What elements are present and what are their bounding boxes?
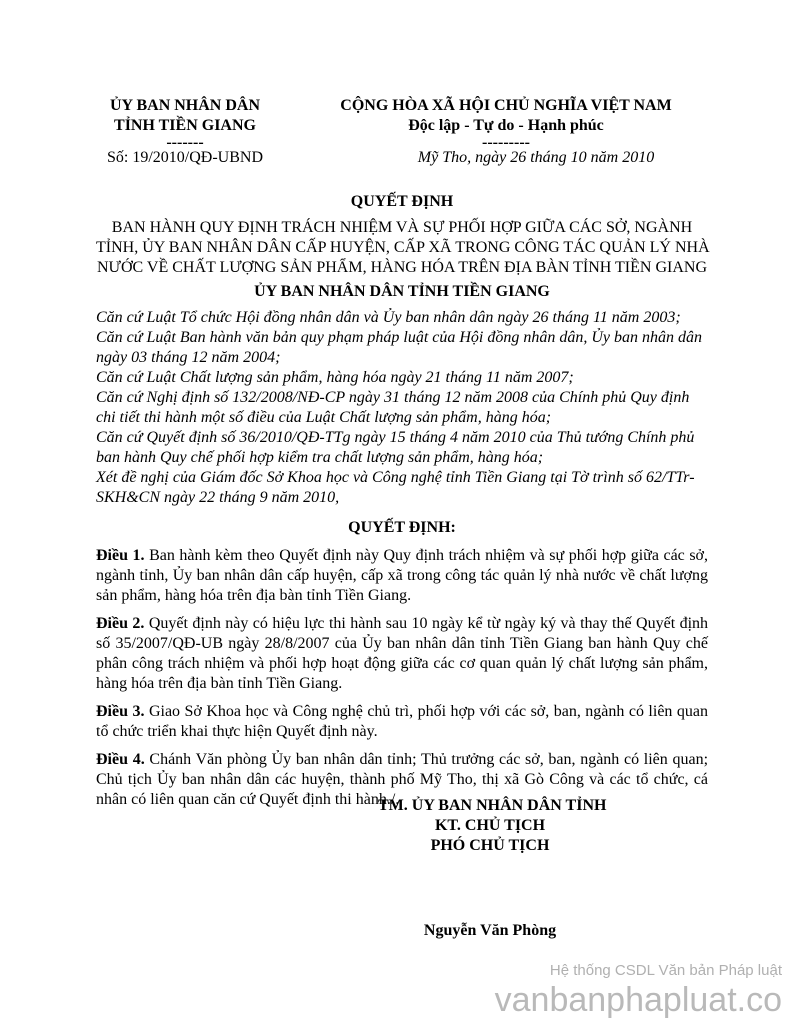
article-text: Quyết định này có hiệu lực thi hành sau 10 ngày kể từ ngày ký và thay thế Quyết định số 35/2007/QĐ-UB ngày 28/8/2007 của Ủy ban nhân dân tỉnh Tiền Giang ban hành Quy chế phân công trách nhiệm và phối hợp hoạt động giữa các cơ quan quản lý chất lượng sản phẩm, hàng hóa trên địa bàn tỉnh Tiền Giang. xyxy=(96,615,709,692)
legal-basis-list xyxy=(96,308,708,508)
document-subtitle xyxy=(96,218,708,278)
legal-basis-item: Xét đề nghị của Giám đốc Sở Khoa học và Công nghệ tỉnh Tiền Giang tại Tờ trình số 62/TTr-SKH&CN ngày 22 tháng 9 năm 2010, xyxy=(96,469,695,506)
signature-line3: PHÓ CHỦ TỊCH xyxy=(430,837,550,854)
issuing-authority-line2: TỈNH TIỀN GIANG xyxy=(114,117,256,134)
watermark-domain: vanbanphapluat.co xyxy=(494,981,782,1019)
article-heading: Điều 4. xyxy=(96,751,145,768)
signature-block xyxy=(378,796,607,856)
subtitle-line: NƯỚC VỀ CHẤT LƯỢNG SẢN PHẨM, HÀNG HÓA TRÊN ĐỊA BÀN TỈNH TIỀN GIANG xyxy=(96,259,708,276)
article-text: Ban hành kèm theo Quyết định này Quy định trách nhiệm và sự phối hợp giữa các sở, ngành tỉnh, Ủy ban nhân dân cấp huyện, cấp xã trong công tác quản lý nhà nước về chất lượng sản phẩm, hàng hóa trên địa bàn tỉnh Tiền Giang. xyxy=(96,547,709,604)
legal-basis-item: Căn cứ Nghị định số 132/2008/NĐ-CP ngày 31 tháng 12 năm 2008 của Chính phủ Quy định chi tiết thi hành một số điều của Luật Chất lượng sản phẩm, hàng hóa; xyxy=(96,389,690,426)
legal-basis-item: Căn cứ Quyết định số 36/2010/QĐ-TTg ngày 15 tháng 4 năm 2010 của Thủ tướng Chính phủ ban hành Quy chế phối hợp kiểm tra chất lượng sản phẩm, hàng hóa; xyxy=(96,429,695,466)
subtitle-line: BAN HÀNH QUY ĐỊNH TRÁCH NHIỆM VÀ SỰ PHỐI HỢP GIỮA CÁC SỞ, NGÀNH xyxy=(111,219,693,236)
decision-heading: QUYẾT ĐỊNH: xyxy=(348,519,456,536)
article-heading: Điều 3. xyxy=(96,703,145,720)
national-motto: Độc lập - Tự do - Hạnh phúc xyxy=(408,117,604,134)
article-heading: Điều 2. xyxy=(96,615,145,632)
legal-basis-item: Căn cứ Luật Ban hành văn bản quy phạm pháp luật của Hội đồng nhân dân, Ủy ban nhân dân ngày 03 tháng 12 năm 2004; xyxy=(96,329,703,366)
article-text: Giao Sở Khoa học và Công nghệ chủ trì, phối hợp với các sở, ban, ngành có liên quan tổ chức triển khai thực hiện Quyết định này. xyxy=(96,703,708,740)
issuing-authority-block xyxy=(90,96,280,150)
place-and-date: Mỹ Tho, ngày 26 tháng 10 năm 2010 xyxy=(417,149,655,166)
authority-heading: ỦY BAN NHÂN DÂN TỈNH TIỀN GIANG xyxy=(254,283,550,300)
article-heading: Điều 1. xyxy=(96,547,145,564)
document-body xyxy=(96,192,708,818)
subtitle-line: TỈNH, ỦY BAN NHÂN DÂN CẤP HUYỆN, CẤP XÃ TRONG CÔNG TÁC QUẢN LÝ NHÀ xyxy=(96,239,710,256)
site-watermark xyxy=(495,962,782,1020)
article-2 xyxy=(96,614,708,694)
signer-name: Nguyễn Văn Phòng xyxy=(423,922,557,939)
article-3 xyxy=(96,702,708,742)
national-motto-rule: --------- xyxy=(482,134,530,151)
document-title: QUYẾT ĐỊNH xyxy=(350,193,454,210)
national-motto-block xyxy=(300,96,712,150)
national-name: CỘNG HÒA XÃ HỘI CHỦ NGHĨA VIỆT NAM xyxy=(340,97,672,114)
article-text: Chánh Văn phòng Ủy ban nhân dân tỉnh; Thủ trưởng các sở, ban, ngành có liên quan; Chủ tịch Ủy ban nhân dân các huyện, thành phố Mỹ Tho, thị xã Gò Công và các tổ chức, cá nhân có liên quan căn cứ Quyết định thi hành./. xyxy=(96,751,709,808)
watermark-caption: Hệ thống CSDL Văn bản Pháp luật xyxy=(549,962,782,979)
document-number: Số: 19/2010/QĐ-UBND xyxy=(106,149,263,166)
legal-basis-item: Căn cứ Luật Tổ chức Hội đồng nhân dân và Ủy ban nhân dân ngày 26 tháng 11 năm 2003; xyxy=(96,309,681,326)
signature-line2: KT. CHỦ TỊCH xyxy=(434,817,546,834)
issuing-authority-line1: ỦY BAN NHÂN DÂN xyxy=(109,97,261,114)
issuing-authority-rule: ------- xyxy=(166,134,204,151)
legal-basis-item: Căn cứ Luật Chất lượng sản phẩm, hàng hóa ngày 21 tháng 11 năm 2007; xyxy=(96,369,574,386)
signature-line1: TM. ỦY BAN NHÂN DÂN TỈNH xyxy=(378,797,607,814)
article-1 xyxy=(96,546,708,606)
